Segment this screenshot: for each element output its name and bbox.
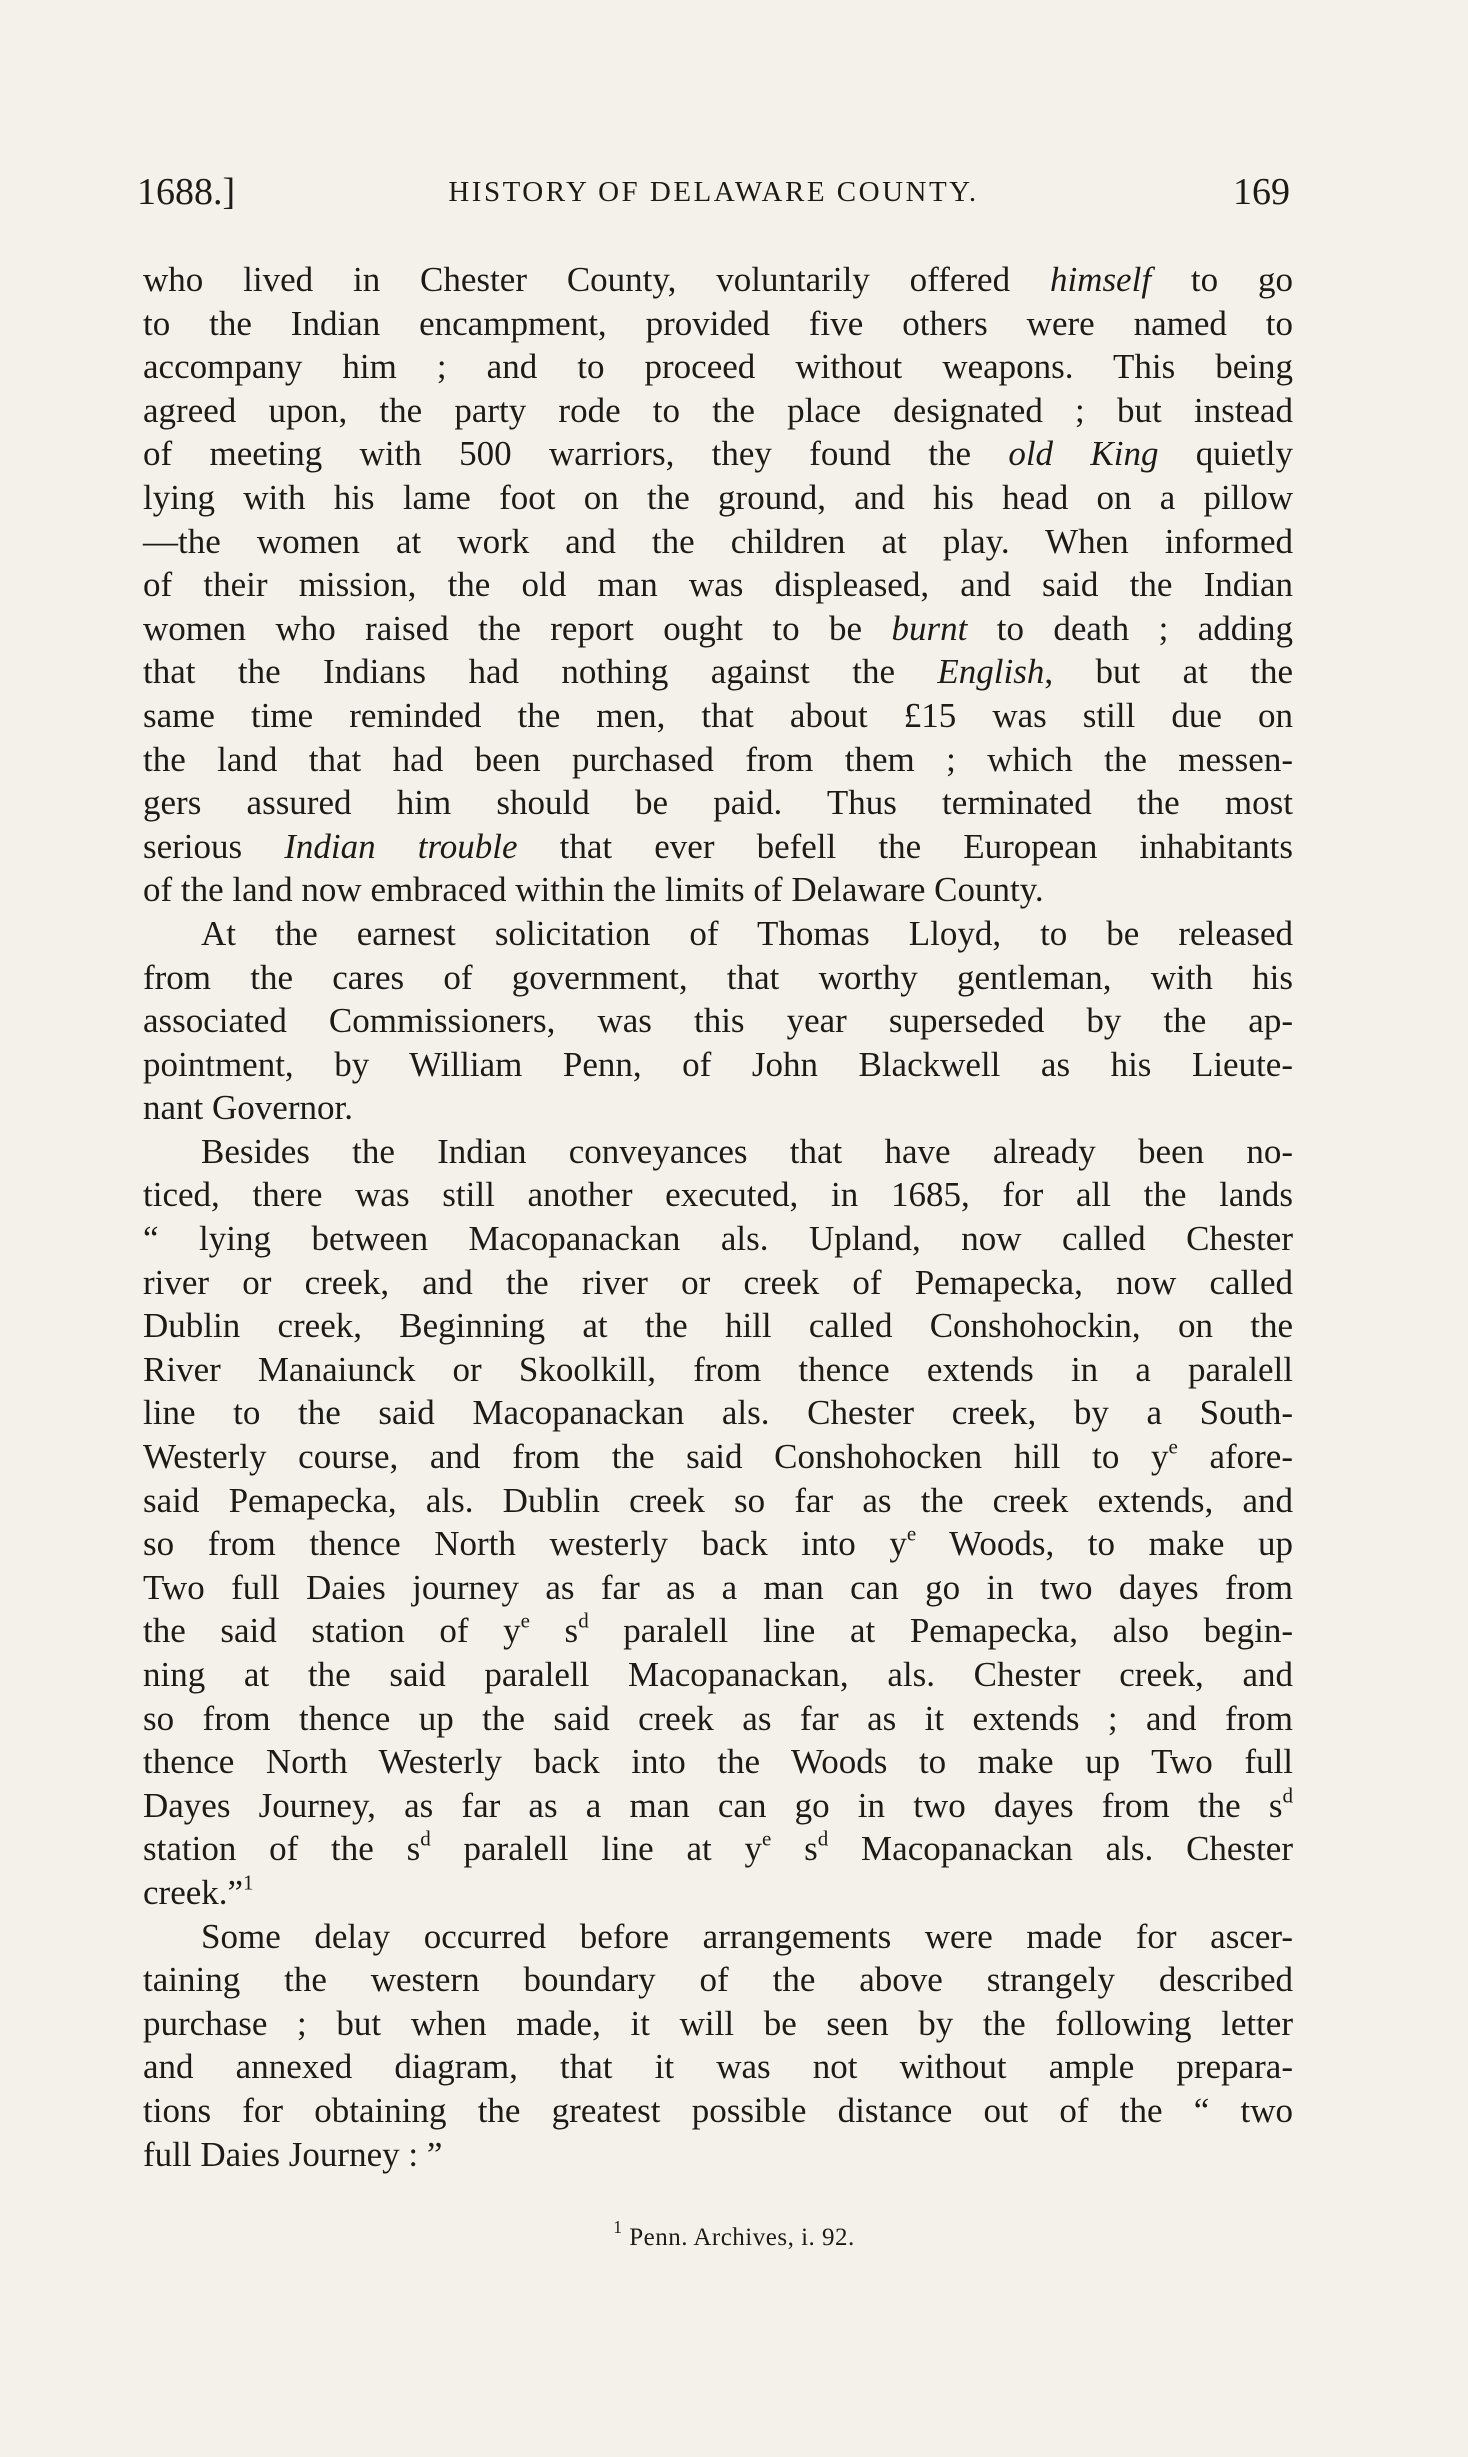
text-segment: to the Indian encampment, provided five others were named to <box>143 303 1293 343</box>
text-segment: full Daies Journey : ” <box>143 2134 443 2174</box>
text-segment: line to the said Macopanackan als. Chester creek, by a South- <box>143 1393 1293 1433</box>
text-line <box>143 1915 1293 1959</box>
superscript: d <box>420 1826 431 1851</box>
text-segment: river or creek, and the river or creek of Pemapecka, now called <box>143 1262 1293 1302</box>
text-line <box>143 1871 1293 1915</box>
text-line <box>143 694 1293 738</box>
text-line <box>143 1827 1293 1871</box>
text-line <box>143 389 1293 433</box>
text-line <box>143 607 1293 651</box>
running-title: HISTORY OF DELAWARE COUNTY. <box>448 176 979 208</box>
text-segment: to death ; adding <box>967 608 1293 648</box>
text-line <box>143 1173 1293 1217</box>
text-segment: ticed, there was still another executed, in 1685, for all the lands <box>143 1175 1293 1215</box>
text-line <box>143 650 1293 694</box>
text-line <box>143 476 1293 520</box>
text-segment: so from thence North westerly back into y <box>143 1524 907 1564</box>
superscript: e <box>1168 1434 1178 1459</box>
text-line <box>143 1479 1293 1523</box>
text-segment: nant Governor. <box>143 1088 353 1128</box>
text-segment: quietly <box>1158 434 1293 474</box>
text-segment: Woods, to make up <box>916 1524 1293 1564</box>
text-line <box>143 345 1293 389</box>
text-line <box>143 2002 1293 2046</box>
text-segment: Besides the Indian conveyances that have already been no- <box>201 1131 1293 1171</box>
text-line <box>143 1043 1293 1087</box>
italic-text: himself <box>1049 260 1152 299</box>
superscript: e <box>762 1826 772 1851</box>
text-segment: Some delay occurred before arrangements were made for ascer- <box>201 1916 1293 1956</box>
text-segment: Dublin creek, Beginning at the hill called Conshohockin, on the <box>143 1306 1293 1346</box>
text-segment: from the cares of government, that worthy gentleman, with his <box>143 957 1293 997</box>
text-segment: and annexed diagram, that it was not without ample prepara- <box>143 2047 1293 2087</box>
text-line <box>143 2045 1293 2089</box>
running-header <box>137 170 1290 226</box>
text-segment: women who raised the report ought to be <box>143 608 892 648</box>
text-segment: tions for obtaining the greatest possible distance out of the “ two <box>143 2090 1293 2130</box>
italic-text: old King <box>1008 434 1159 474</box>
text-segment: associated Commissioners, was this year superseded by the ap- <box>143 1001 1293 1041</box>
text-line <box>143 520 1293 564</box>
text-segment: ning at the said paralell Macopanackan, als. Chester creek, and <box>143 1655 1293 1694</box>
superscript: 1 <box>243 1870 254 1895</box>
superscript: d <box>578 1608 589 1633</box>
text-line <box>143 1086 1293 1130</box>
superscript: d <box>1282 1783 1293 1808</box>
text-line <box>143 781 1293 825</box>
text-segment: lying with his lame foot on the ground, and his head on a pillow <box>143 477 1293 517</box>
text-line <box>143 1609 1293 1653</box>
text-segment: “ lying between Macopanackan als. Upland, now called Chester <box>143 1219 1293 1259</box>
text-line <box>143 563 1293 607</box>
text-line <box>143 2089 1293 2133</box>
text-segment: the said station of y <box>143 1611 521 1651</box>
text-line <box>143 1740 1293 1784</box>
text-line <box>143 1261 1293 1305</box>
text-segment: paralell line at y <box>430 1829 763 1869</box>
text-segment: that the Indians had nothing against the <box>143 652 938 692</box>
superscript: d <box>817 1826 829 1851</box>
italic-text: English <box>937 652 1045 692</box>
italic-text: burnt <box>891 608 968 648</box>
text-segment: the land that had been purchased from them ; which the messen- <box>143 739 1293 779</box>
text-segment: gers assured him should be paid. Thus terminated the most <box>143 783 1293 823</box>
text-segment: serious <box>143 826 285 866</box>
italic-text: Indian trouble <box>284 826 518 866</box>
text-segment: paralell line at Pemapecka, also begin- <box>588 1611 1293 1651</box>
text-segment: purchase ; but when made, it will be seen by the following letter <box>143 2003 1293 2043</box>
text-segment: to go <box>1151 260 1293 299</box>
superscript: e <box>906 1521 917 1546</box>
text-segment: of the land now embraced within the limits of Delaware County. <box>143 870 1044 910</box>
text-line <box>143 1958 1293 2002</box>
text-segment: thence North Westerly back into the Woods to make up Two full <box>143 1742 1293 1782</box>
text-segment: who lived in Chester County, voluntarily offered <box>143 260 1050 299</box>
text-line <box>143 1566 1293 1610</box>
text-line <box>143 825 1293 869</box>
text-line <box>143 1522 1293 1566</box>
text-segment: of their mission, the old man was displeased, and said the Indian <box>143 565 1293 605</box>
text-segment: At the earnest solicitation of Thomas Lloyd, to be released <box>201 913 1293 953</box>
text-segment: River Manaiunck or Skoolkill, from thence extends in a paralell <box>143 1349 1293 1389</box>
text-segment: s <box>771 1829 818 1869</box>
text-segment: —the women at work and the children at play. When informed <box>143 521 1293 561</box>
text-segment: Westerly course, and from the said Conshohocken hill to y <box>143 1437 1169 1477</box>
text-segment: taining the western boundary of the above strangely described <box>143 1960 1293 2000</box>
text-line <box>143 738 1293 782</box>
text-line <box>143 2133 1293 2177</box>
body-text <box>143 258 1293 2176</box>
page-number: 169 <box>1233 171 1290 213</box>
text-segment: Macopanackan als. Chester <box>828 1829 1293 1869</box>
text-segment: creek.” <box>143 1872 244 1912</box>
header-year: 1688.] <box>137 171 236 213</box>
text-line <box>143 1348 1293 1392</box>
text-segment: so from thence up the said creek as far as it extends ; and from <box>143 1698 1293 1738</box>
text-segment: s <box>529 1611 579 1651</box>
text-line <box>143 956 1293 1000</box>
text-line <box>143 1217 1293 1261</box>
text-line <box>143 912 1293 956</box>
text-line <box>143 1653 1293 1697</box>
text-line <box>143 1304 1293 1348</box>
text-line <box>143 1130 1293 1174</box>
superscript: e <box>520 1608 530 1633</box>
text-line <box>143 868 1293 912</box>
text-segment: agreed upon, the party rode to the place designated ; but instead <box>143 390 1293 430</box>
text-segment: same time reminded the men, that about £15 was still due on <box>143 695 1293 735</box>
text-line <box>143 1784 1293 1828</box>
text-segment: that ever befell the European inhabitants <box>517 826 1294 866</box>
text-segment: afore- <box>1177 1437 1293 1477</box>
text-segment: accompany him ; and to proceed without weapons. This being <box>143 347 1293 387</box>
text-segment: pointment, by William Penn, of John Blackwell as his Lieute- <box>143 1044 1293 1084</box>
text-segment: station of the s <box>143 1829 421 1869</box>
text-line <box>143 302 1293 346</box>
text-segment: Dayes Journey, as far as a man can go in two dayes from the s <box>143 1785 1283 1825</box>
text-line <box>143 999 1293 1043</box>
text-segment: Two full Daies journey as far as a man can go in two dayes from <box>143 1567 1293 1607</box>
footnote-text: Penn. Archives, i. 92. <box>629 2224 855 2251</box>
footnote-marker: 1 <box>613 2216 623 2237</box>
text-line <box>143 432 1293 476</box>
text-line <box>143 1697 1293 1741</box>
text-line <box>143 258 1293 302</box>
text-segment: said Pemapecka, als. Dublin creek so far as the creek extends, and <box>143 1480 1293 1520</box>
text-segment: of meeting with 500 warriors, they found the <box>143 434 1009 474</box>
footnote <box>0 2216 1468 2252</box>
text-segment: , but at the <box>1044 652 1294 692</box>
text-line <box>143 1391 1293 1435</box>
text-line <box>143 1435 1293 1479</box>
